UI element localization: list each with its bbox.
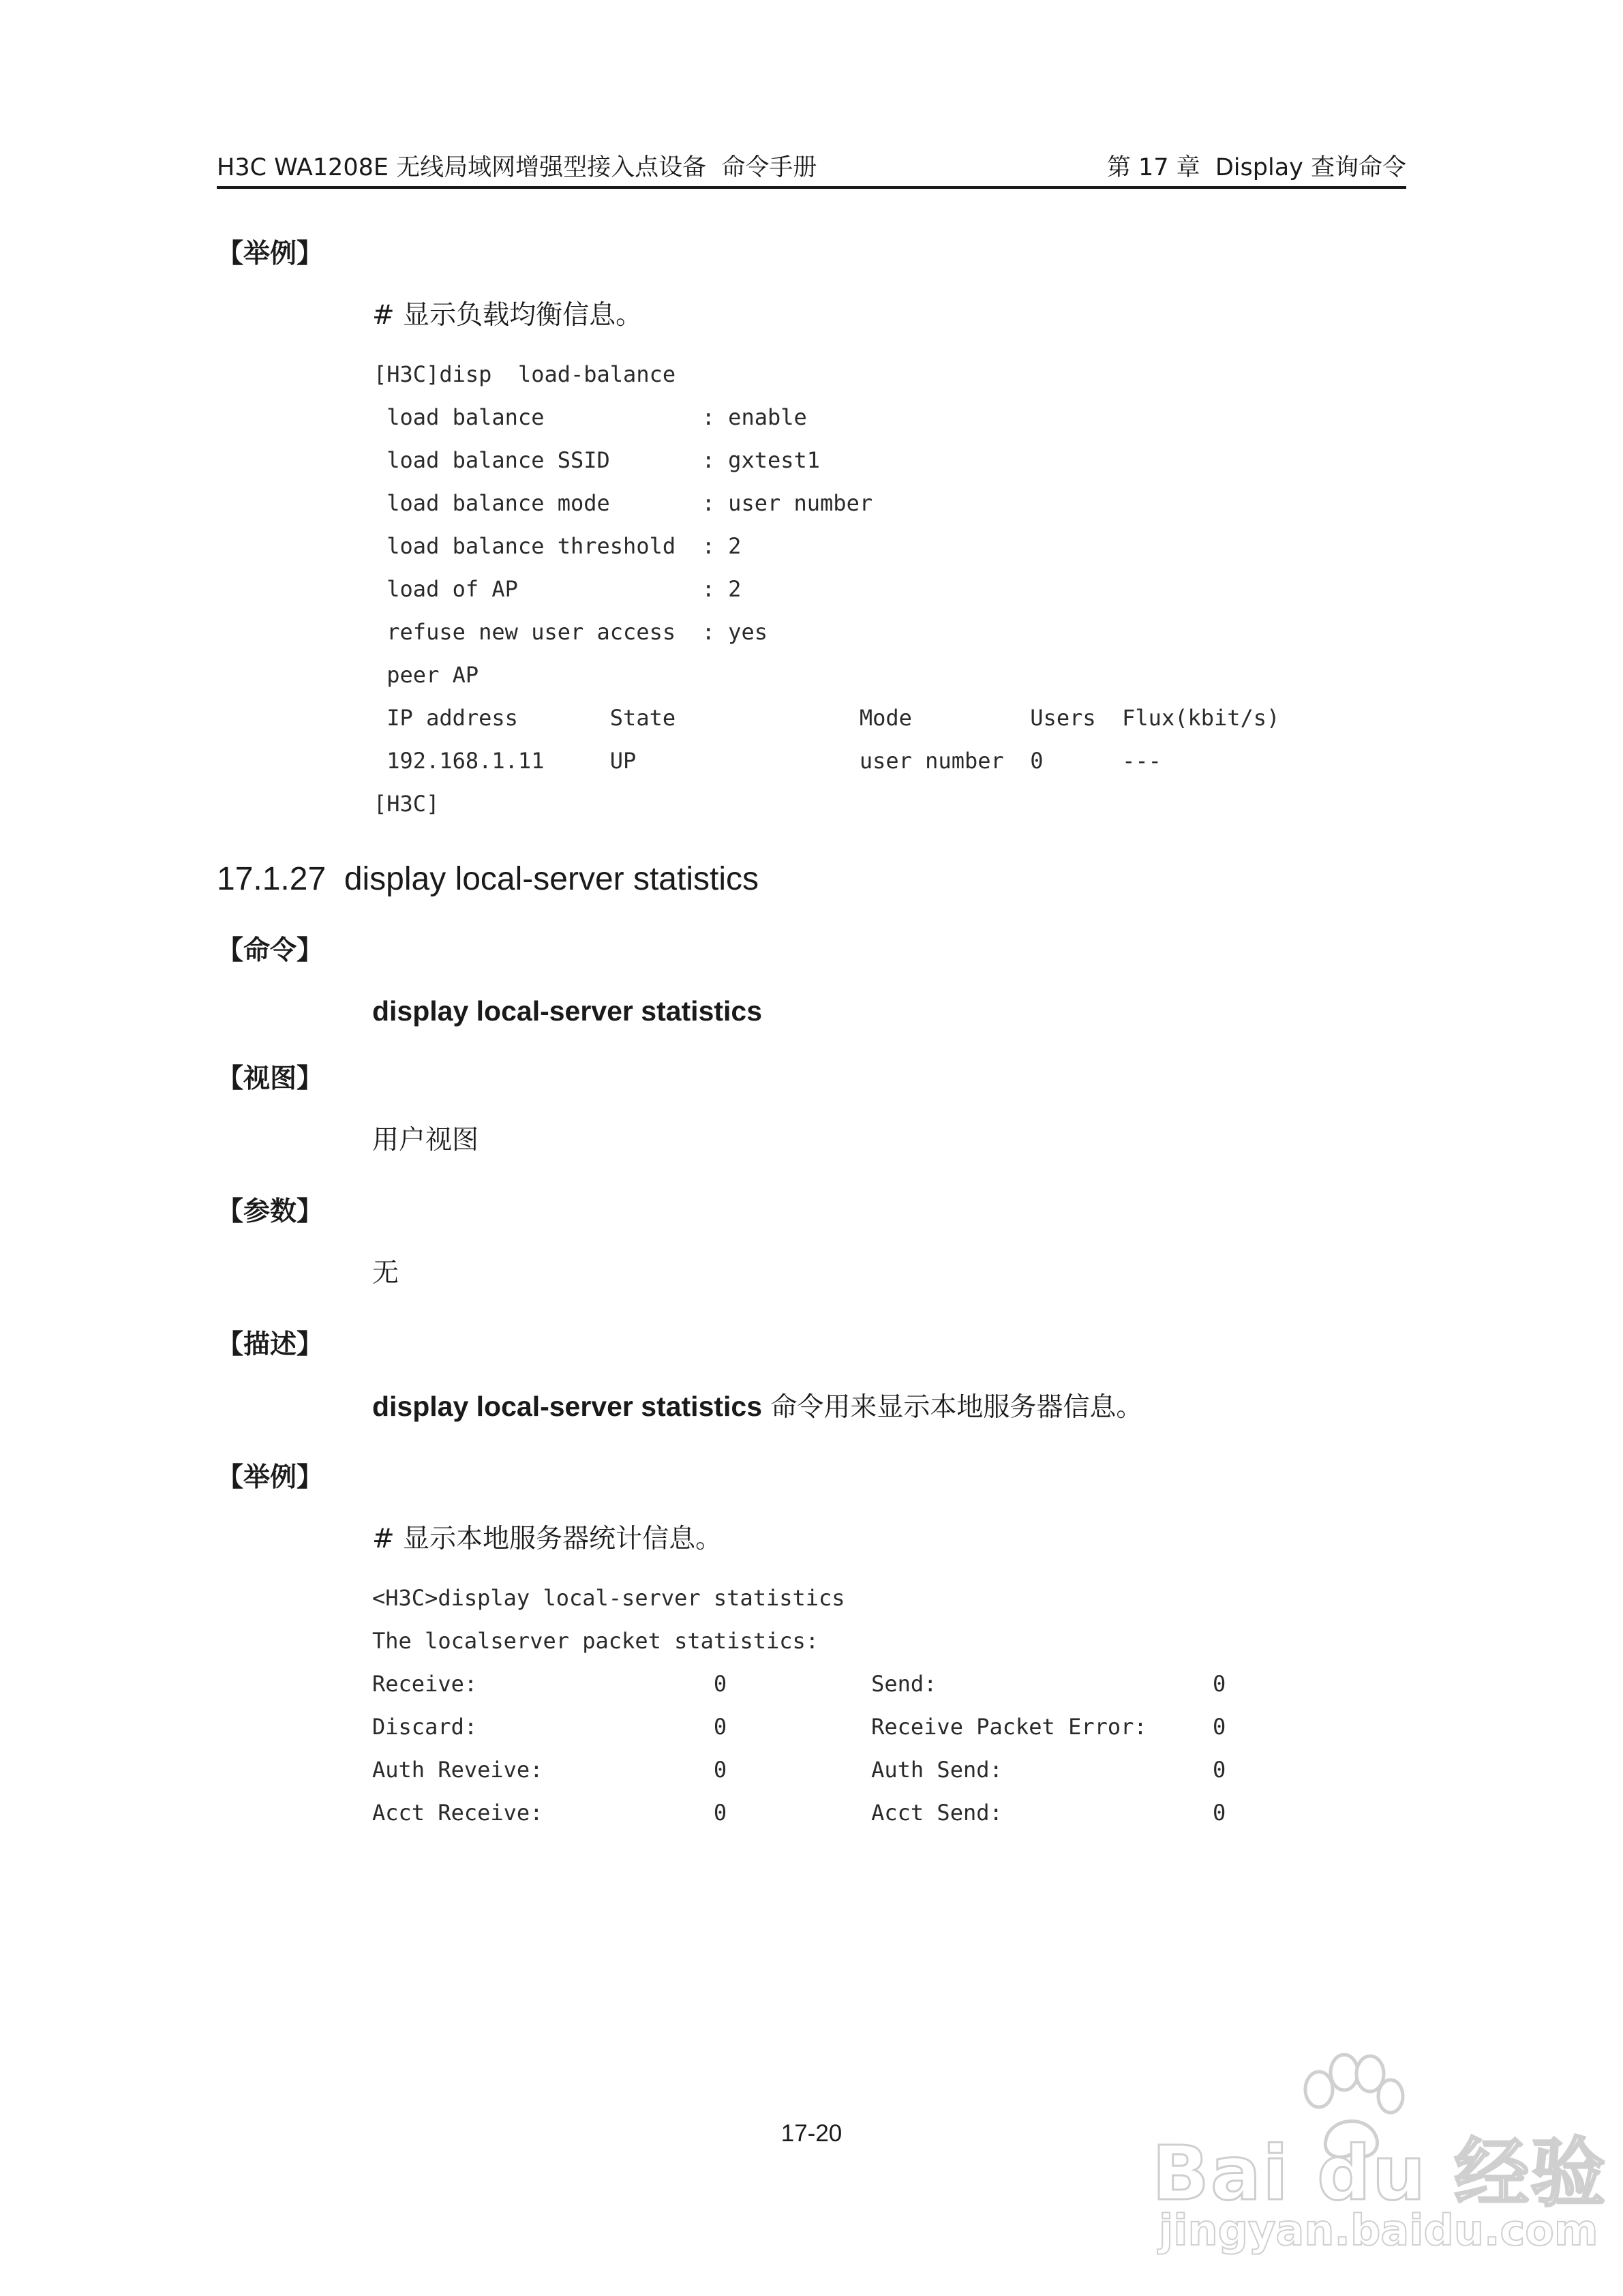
example-tag-2: 【举例】 [217, 1462, 324, 1493]
code-line: load balance SSID : gxtest1 [374, 447, 821, 473]
description-command: display local-server statistics [372, 1391, 763, 1422]
code-line: peer AP [374, 662, 479, 688]
code-line: Auth Reveive: 0 Auth Send: 0 [372, 1757, 1226, 1783]
page-number: 17-20 [780, 2120, 843, 2147]
code-line: load balance threshold : 2 [374, 533, 742, 559]
command-tag: 【命令】 [217, 935, 324, 966]
header-chapter: 第 17 章 Display 查询命令 [1106, 154, 1406, 181]
header-title: H3C WA1208E 无线局域网增强型接入点设备 命令手册 [217, 154, 817, 181]
code-line: [H3C] [374, 791, 440, 817]
view-value: 用户视图 [372, 1125, 479, 1155]
example-tag: 【举例】 [217, 239, 324, 269]
code-line: Acct Receive: 0 Acct Send: 0 [372, 1800, 1226, 1826]
description-text: 命令用来显示本地服务器信息。 [762, 1392, 1143, 1423]
baidu-jingyan-watermark [1152, 2052, 1607, 2256]
code-line: <H3C>display local-server statistics [372, 1585, 845, 1611]
code-line: 192.168.1.11 UP user number 0 --- [374, 748, 1162, 774]
code-line: refuse new user access : yes [374, 619, 768, 645]
code-line: IP address State Mode Users Flux(kbit/s) [374, 705, 1280, 731]
description [372, 1391, 1142, 1423]
watermark-brand: Bai du 经验 [1152, 2130, 1607, 2217]
code-line: load of AP : 2 [374, 576, 742, 602]
example-intro: # 显示负载均衡信息。 [372, 300, 643, 331]
params-tag: 【参数】 [217, 1196, 324, 1227]
example-intro-2: # 显示本地服务器统计信息。 [372, 1524, 723, 1554]
params-value: 无 [372, 1258, 399, 1288]
code-line: Receive: 0 Send: 0 [372, 1671, 1226, 1697]
section-heading: 17.1.27 display local-server statistics [217, 861, 759, 897]
command-syntax: display local-server statistics [372, 995, 763, 1027]
code-line: load balance : enable [374, 404, 807, 430]
watermark-url: jingyan.baidu.com [1159, 2205, 1598, 2255]
header-divider [217, 186, 1406, 189]
code-line: Discard: 0 Receive Packet Error: 0 [372, 1714, 1226, 1740]
view-tag: 【视图】 [217, 1063, 324, 1094]
code-line: The localserver packet statistics: [372, 1628, 819, 1654]
description-tag: 【描述】 [217, 1329, 324, 1360]
code-line: [H3C]disp load-balance [374, 361, 676, 387]
code-line: load balance mode : user number [374, 490, 873, 516]
